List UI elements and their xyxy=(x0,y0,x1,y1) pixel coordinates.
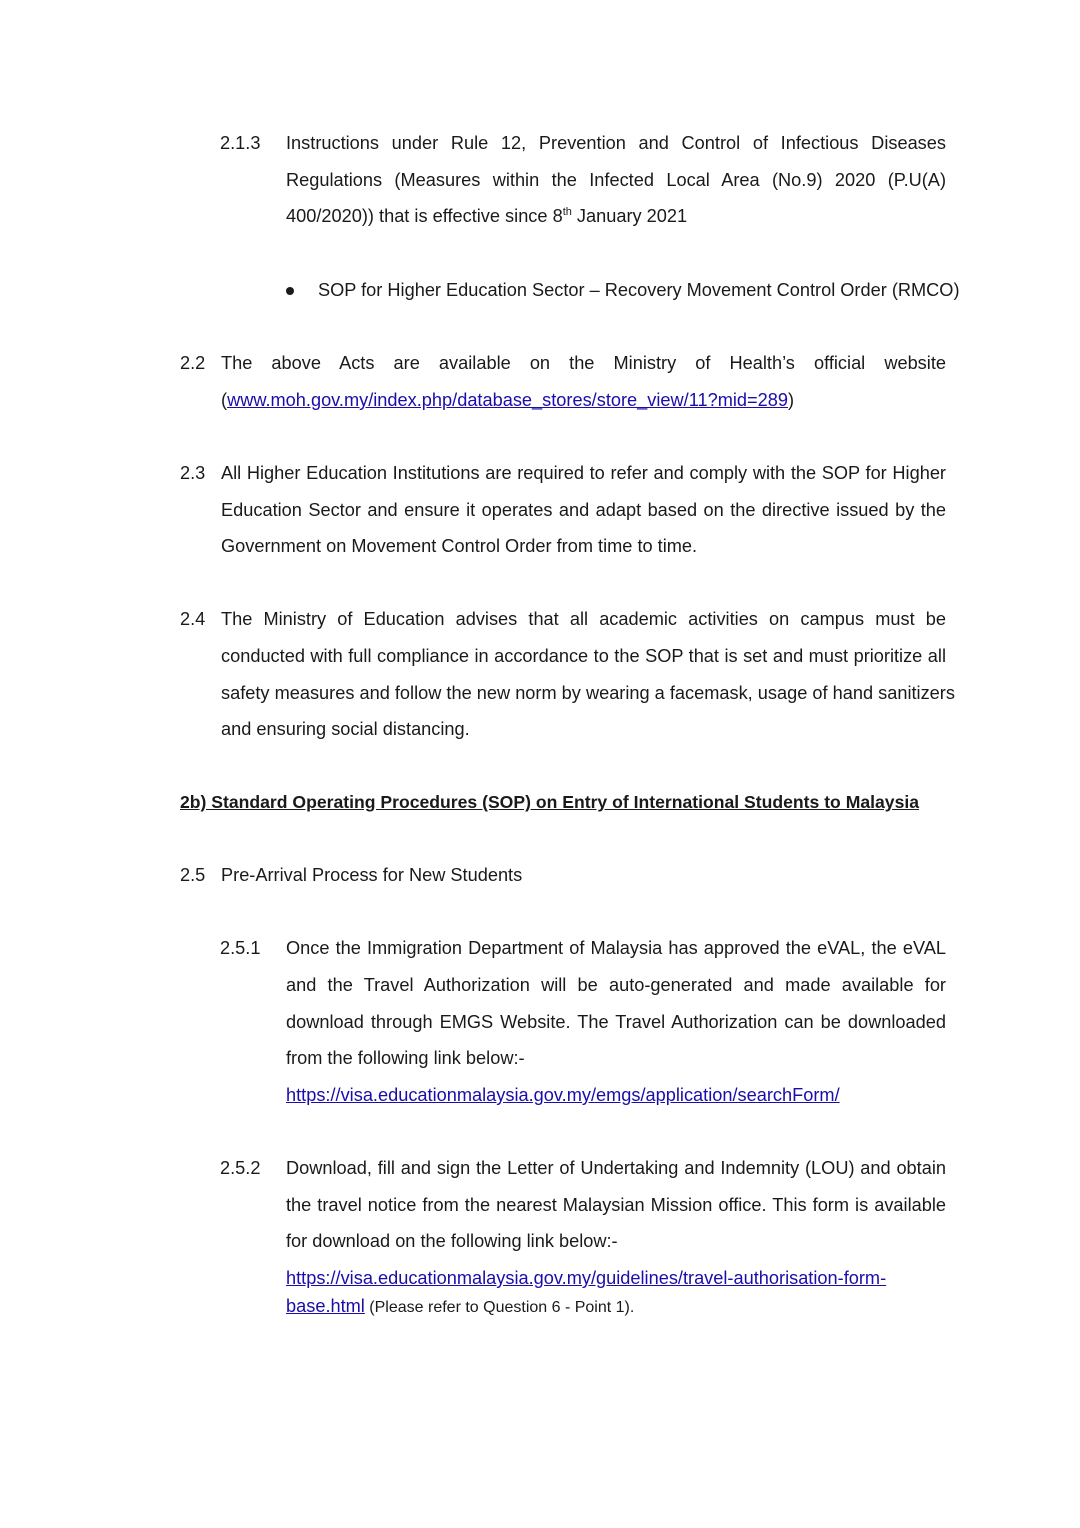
section-number-2-5: 2.5 xyxy=(180,865,206,885)
section-2-5-2-line-1: Download, fill and sign the Letter of Undertaking and Indemnity (LOU) and obtain xyxy=(286,1158,946,1178)
lou-form-link[interactable]: https://visa.educationmalaysia.gov.my/guidelines/travel-authorisation-form- xyxy=(286,1268,887,1288)
section-2-5-1-line-4: from the following link below:- xyxy=(286,1048,525,1068)
section-2-5-2-line-2: the travel notice from the nearest Malaysian Mission office. This form is available xyxy=(286,1195,946,1215)
section-2-1-3-line-3: 400/2020)) that is effective since 8th January 2021 xyxy=(286,205,688,226)
lou-form-link-line-2 xyxy=(286,1296,634,1317)
section-number-2-3: 2.3 xyxy=(180,463,206,483)
section-2-2-line-1: The above Acts are available on the Ministry of Health’s official website xyxy=(221,353,946,373)
section-2-2-line-2: (www.moh.gov.my/index.php/database_stores/store_view/11?mid=289) xyxy=(221,390,795,410)
moh-website-link[interactable]: www.moh.gov.my/index.php/database_stores/store_view/11?mid=289 xyxy=(227,390,788,410)
section-number-2-1-3: 2.1.3 xyxy=(220,133,261,153)
section-2-5-1-line-3: download through EMGS Website. The Travel Authorization can be downloaded xyxy=(286,1012,946,1032)
section-number-2-2: 2.2 xyxy=(180,353,206,373)
section-2-1-3-line-2: Regulations (Measures within the Infected Local Area (No.9) 2020 (P.U(A) xyxy=(286,170,946,190)
travel-authorization-link[interactable]: https://visa.educationmalaysia.gov.my/emgs/application/searchForm/ xyxy=(286,1085,840,1105)
section-number-2-5-2: 2.5.2 xyxy=(220,1158,261,1178)
section-2-4-line-3: safety measures and follow the new norm by wearing a facemask, usage of hand sanitizers xyxy=(221,683,955,703)
section-2-5-title: Pre-Arrival Process for New Students xyxy=(221,865,523,885)
question-6-note: (Please refer to Question 6 - Point 1). xyxy=(364,1299,635,1316)
section-number-2-4: 2.4 xyxy=(180,609,206,629)
section-number-2-5-1: 2.5.1 xyxy=(220,938,261,958)
lou-form-link-line-1 xyxy=(286,1268,886,1289)
section-2-4-line-1: The Ministry of Education advises that all academic activities on campus must be xyxy=(221,609,946,629)
section-2-3-line-3: Government on Movement Control Order from time to time. xyxy=(221,536,698,556)
section-2-5-2-line-3: for download on the following link below:- xyxy=(286,1231,618,1251)
section-heading-2b: 2b) Standard Operating Procedures (SOP) on Entry of International Students to Malaysia xyxy=(180,792,920,812)
bullet-icon xyxy=(286,287,294,295)
lou-form-link-continued[interactable]: base.html xyxy=(286,1296,365,1316)
section-2-5-1-line-1: Once the Immigration Department of Malaysia has approved the eVAL, the eVAL xyxy=(286,938,946,958)
section-2-3-line-2: Education Sector and ensure it operates and adapt based on the directive issued by the xyxy=(221,500,946,520)
section-2-3-line-1: All Higher Education Institutions are required to refer and comply with the SOP for Higher xyxy=(221,463,946,483)
section-2-1-3-line-1: Instructions under Rule 12, Prevention and Control of Infectious Diseases xyxy=(286,133,946,153)
section-2-5-1-line-2: and the Travel Authorization will be auto-generated and made available for xyxy=(286,975,946,995)
bullet-item-rmco: SOP for Higher Education Sector – Recovery Movement Control Order (RMCO) xyxy=(318,280,960,300)
section-2-4-line-2: conducted with full compliance in accordance to the SOP that is set and must prioritize all xyxy=(221,646,946,666)
travel-authorization-link-line xyxy=(286,1085,840,1106)
section-2-4-line-4: and ensuring social distancing. xyxy=(221,719,470,739)
